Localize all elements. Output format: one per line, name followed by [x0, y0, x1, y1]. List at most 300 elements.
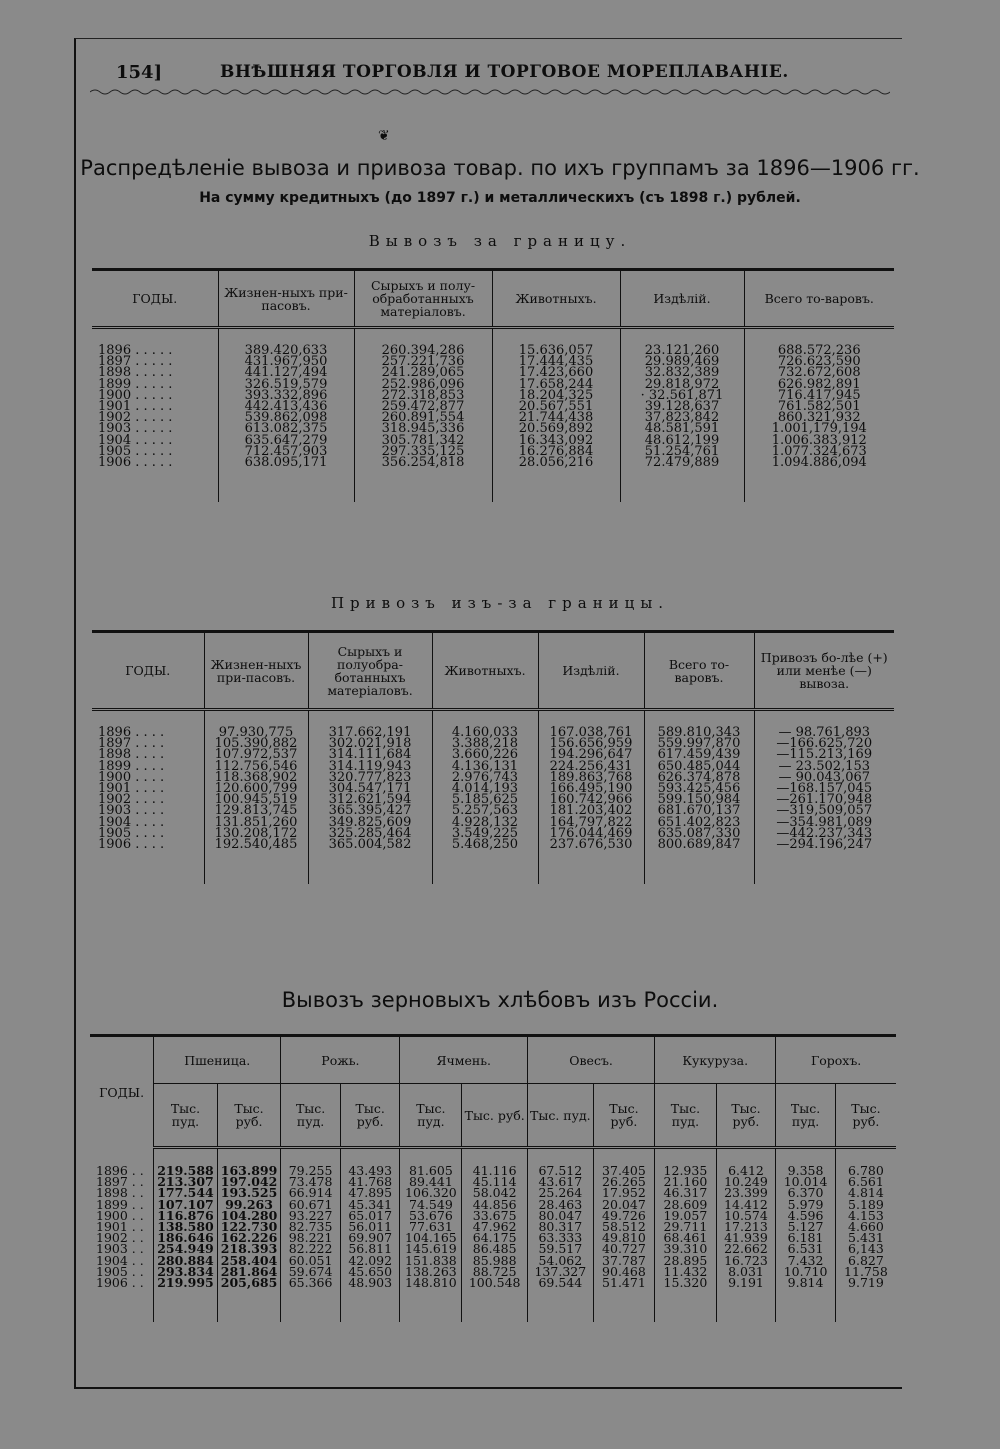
value-cell: — 98.761,893 — [778, 725, 871, 740]
value-cell: 107.972,537 — [204, 749, 308, 760]
value-cell: 54.062 — [528, 1255, 594, 1266]
value-cell: 318.945,336 — [354, 423, 492, 434]
value-cell: 312.621,594 — [308, 794, 432, 805]
year-cell: 1904 . . — [90, 1255, 154, 1266]
table-row — [90, 1277, 896, 1288]
value-cell: 5.189 — [848, 1196, 884, 1212]
value-cell: 9.814 — [776, 1277, 836, 1288]
value-cell: 44.856 — [462, 1199, 528, 1210]
value-cell: 145.619 — [400, 1243, 462, 1254]
value-cell: 68.461 — [655, 1232, 717, 1243]
value-cell: 163.899 — [217, 1165, 281, 1176]
value-cell: — 90.043,067 — [778, 769, 871, 785]
value-cell: 20.569,892 — [492, 423, 620, 434]
value-cell: 53.676 — [400, 1210, 462, 1221]
value-cell: 6.561 — [848, 1174, 884, 1190]
value-cell: 192.540,485 — [204, 839, 308, 850]
value-cell: 49.810 — [593, 1232, 655, 1243]
spacer-cell — [154, 1288, 218, 1322]
page-number: 154] — [116, 62, 163, 83]
value-cell: 365.395,427 — [308, 805, 432, 816]
value-cell: 156.656,959 — [538, 738, 644, 749]
year-cell: 1899 . . — [90, 1199, 154, 1210]
year-cell: 1906 . . . . — [92, 839, 204, 850]
value-cell: 6,143 — [848, 1241, 884, 1257]
value-cell: 67.512 — [528, 1165, 594, 1176]
value-cell: 21.160 — [655, 1176, 717, 1187]
value-cell: 3.660,226 — [432, 749, 538, 760]
value-cell: 197.042 — [217, 1176, 281, 1187]
value-cell: 16.723 — [716, 1255, 776, 1266]
value-cell: 16.276,884 — [492, 446, 620, 457]
value-cell: 4.160,033 — [432, 727, 538, 738]
value-cell: 1.001,179,194 — [771, 421, 867, 437]
table-row — [92, 390, 894, 401]
unit-header: Тыс. пуд. — [528, 1084, 594, 1148]
value-cell: 63.333 — [528, 1232, 594, 1243]
value-cell: 617.459,439 — [644, 749, 754, 760]
value-cell: 10.710 — [776, 1266, 836, 1277]
value-cell: 46.317 — [655, 1187, 717, 1198]
value-cell: 137.327 — [528, 1266, 594, 1277]
value-cell: 9.719 — [848, 1275, 884, 1291]
unit-header: Тыс. руб. — [835, 1084, 896, 1148]
crop-header: Горохъ. — [776, 1036, 896, 1084]
grain-table — [90, 1034, 896, 1322]
year-cell: 1906 . . . . . — [92, 457, 218, 468]
value-cell: 6.181 — [776, 1232, 836, 1243]
running-title: ВНѢШНЯЯ ТОРГОВЛЯ И ТОРГОВОЕ МОРЕПЛАВАНІЕ. — [220, 62, 789, 82]
spacer-cell — [354, 468, 492, 502]
value-cell: 79.255 — [281, 1165, 341, 1176]
value-cell: 59.674 — [281, 1266, 341, 1277]
value-cell: 177.544 — [154, 1187, 218, 1198]
value-cell: 88.725 — [462, 1266, 528, 1277]
value-cell: 104.280 — [217, 1210, 281, 1221]
spacer-cell — [218, 468, 354, 502]
value-cell: 15.636,057 — [492, 345, 620, 356]
value-cell: 12.935 — [655, 1165, 717, 1176]
value-cell: 1.006.383,912 — [771, 432, 867, 448]
value-cell: 10.014 — [776, 1176, 836, 1187]
value-cell: 9.191 — [716, 1277, 776, 1288]
value-cell: 106.320 — [400, 1187, 462, 1198]
value-cell: 93.227 — [281, 1210, 341, 1221]
value-cell: 442.413,436 — [218, 401, 354, 412]
value-cell: 626.374,878 — [644, 772, 754, 783]
spacer-cell — [644, 850, 754, 884]
value-cell: 122.730 — [217, 1221, 281, 1232]
value-cell: 6.412 — [716, 1165, 776, 1176]
value-cell: 356.254,818 — [354, 457, 492, 468]
value-cell: 45.650 — [340, 1266, 400, 1277]
value-cell: 58.512 — [593, 1221, 655, 1232]
value-cell: 1.094.886,094 — [771, 455, 867, 471]
value-cell: 260.891,554 — [354, 412, 492, 423]
value-cell: —294.196,247 — [776, 837, 873, 853]
value-cell: 47.895 — [340, 1187, 400, 1198]
value-cell: 45.114 — [462, 1176, 528, 1187]
value-cell: 81.605 — [400, 1165, 462, 1176]
year-cell: 1905 . . . . — [92, 828, 204, 839]
value-cell: —168.157,045 — [776, 781, 873, 797]
spacer-cell — [835, 1288, 896, 1322]
year-cell: 1900 . . . . — [92, 772, 204, 783]
value-cell: 43.493 — [340, 1165, 400, 1176]
value-cell: 213.307 — [154, 1176, 218, 1187]
crop-header: Рожь. — [281, 1036, 400, 1084]
value-cell: 85.988 — [462, 1255, 528, 1266]
year-cell: 1904 . . . . — [92, 817, 204, 828]
value-cell: 218.393 — [217, 1243, 281, 1254]
value-cell: 39.310 — [655, 1243, 717, 1254]
value-cell: 650.485,044 — [644, 761, 754, 772]
value-cell: · 32.561,871 — [620, 390, 744, 401]
value-cell: 116.876 — [154, 1210, 218, 1221]
page-title: Распредѣленіе вывоза и привоза товар. по ихъ группамъ за 1896—1906 гг. — [80, 156, 920, 180]
value-cell: 349.825,609 — [308, 817, 432, 828]
col-header: Животныхъ. — [432, 632, 538, 710]
value-cell: 860.321,932 — [777, 410, 861, 426]
value-cell: 281.864 — [217, 1266, 281, 1277]
value-cell: 304.547,171 — [308, 783, 432, 794]
value-cell: 162.226 — [217, 1232, 281, 1243]
value-cell: 4.596 — [776, 1210, 836, 1221]
value-cell: 166.495,190 — [538, 783, 644, 794]
value-cell: 58.042 — [462, 1187, 528, 1198]
value-cell: 681.670,137 — [644, 805, 754, 816]
crop-header: Кукуруза. — [655, 1036, 776, 1084]
value-cell: 3.388,218 — [432, 738, 538, 749]
year-cell: 1903 . . — [90, 1243, 154, 1254]
value-cell: 51.471 — [593, 1277, 655, 1288]
value-cell: 5.979 — [776, 1199, 836, 1210]
import-table — [92, 630, 894, 884]
page-subtitle: На сумму кредитныхъ (до 1897 г.) и металлическихъ (съ 1898 г.) рублей. — [199, 190, 801, 206]
spacer-cell — [281, 1288, 341, 1322]
spacer-cell — [340, 1288, 400, 1322]
value-cell: 260.394,286 — [354, 345, 492, 356]
year-cell: 1896 . . . . — [92, 727, 204, 738]
table-row — [92, 401, 894, 412]
year-cell: 1901 . . . . . — [92, 401, 218, 412]
value-cell: 626.982,891 — [777, 376, 861, 392]
table-row — [92, 457, 894, 468]
value-cell: —319,509,057 — [776, 803, 873, 819]
value-cell: —166.625,720 — [776, 736, 873, 752]
value-cell: 66.914 — [281, 1187, 341, 1198]
unit-header: Тыс. руб. — [217, 1084, 281, 1148]
value-cell: 4.136,131 — [432, 761, 538, 772]
unit-header: Тыс. пуд. — [776, 1084, 836, 1148]
year-cell: 1898 . . — [90, 1187, 154, 1198]
value-cell: 73.478 — [281, 1176, 341, 1187]
value-cell: 77.631 — [400, 1221, 462, 1232]
value-cell: 189.863,768 — [538, 772, 644, 783]
value-cell: 14.412 — [716, 1199, 776, 1210]
year-cell: 1899 . . . . . — [92, 379, 218, 390]
unit-header: Тыс. пуд. — [281, 1084, 341, 1148]
value-cell: 17.952 — [593, 1187, 655, 1198]
col-header: ГОДЫ. — [92, 270, 218, 328]
value-cell: 6.827 — [848, 1252, 884, 1268]
year-cell: 1900 . . . . . — [92, 390, 218, 401]
value-cell: 48.612,199 — [620, 435, 744, 446]
value-cell: 326.519,579 — [218, 379, 354, 390]
spacer-cell — [217, 1288, 281, 1322]
value-cell: 26.265 — [593, 1176, 655, 1187]
year-cell: 1901 . . — [90, 1221, 154, 1232]
value-cell: 59.517 — [528, 1243, 594, 1254]
value-cell: 65.017 — [340, 1210, 400, 1221]
value-cell: 29.711 — [655, 1221, 717, 1232]
value-cell: 320.777,823 — [308, 772, 432, 783]
value-cell: 4.660 — [848, 1219, 884, 1235]
spacer-cell — [492, 468, 620, 502]
value-cell: 17.444,435 — [492, 356, 620, 367]
value-cell: 41.768 — [340, 1176, 400, 1187]
year-cell: 1905 . . . . . — [92, 446, 218, 457]
value-cell: 74.549 — [400, 1199, 462, 1210]
unit-header: Тыс. пуд. — [655, 1084, 717, 1148]
value-cell: 42.092 — [340, 1255, 400, 1266]
value-cell: 365.004,582 — [308, 839, 432, 850]
spacer-cell — [744, 468, 894, 502]
value-cell: 23.399 — [716, 1187, 776, 1198]
crop-header: Пшеница. — [154, 1036, 281, 1084]
value-cell: 716.417,945 — [777, 387, 861, 403]
value-cell: 441.127,494 — [218, 367, 354, 378]
value-cell: 559.997,870 — [644, 738, 754, 749]
unit-header: Тыс. руб. — [593, 1084, 655, 1148]
value-cell: 259.472,877 — [354, 401, 492, 412]
col-header: Привозъ бо-лѣе (+) или менѣе (—) вывоза. — [754, 632, 894, 710]
value-cell: 89.441 — [400, 1176, 462, 1187]
value-cell: 47.962 — [462, 1221, 528, 1232]
value-cell: 205,685 — [217, 1277, 281, 1288]
value-cell: 41.116 — [462, 1165, 528, 1176]
value-cell: 105.390,882 — [204, 738, 308, 749]
year-cell: 1899 . . . . — [92, 761, 204, 772]
value-cell: 100.548 — [462, 1277, 528, 1288]
crop-header: Овесъ. — [528, 1036, 655, 1084]
spacer-cell — [204, 850, 308, 884]
value-cell: 10.249 — [716, 1176, 776, 1187]
year-cell: 1897 . . . . — [92, 738, 204, 749]
table-row — [92, 356, 894, 367]
year-cell: 1902 . . . . — [92, 794, 204, 805]
value-cell: 219.995 — [154, 1277, 218, 1288]
value-cell: 599.150,984 — [644, 794, 754, 805]
table-row — [92, 345, 894, 356]
value-cell: 635.087,330 — [644, 828, 754, 839]
year-cell: 1896 . . — [90, 1165, 154, 1176]
value-cell: 193.525 — [217, 1187, 281, 1198]
value-cell: 37.405 — [593, 1165, 655, 1176]
year-cell: 1904 . . . . . — [92, 435, 218, 446]
value-cell: 314.119,943 — [308, 761, 432, 772]
value-cell: 56.811 — [340, 1243, 400, 1254]
spacer-cell — [308, 850, 432, 884]
value-cell: 28.609 — [655, 1199, 717, 1210]
spacer-cell — [716, 1288, 776, 1322]
value-cell: 32.832,389 — [620, 367, 744, 378]
value-cell: 258.404 — [217, 1255, 281, 1266]
value-cell: 11.758 — [844, 1263, 888, 1279]
value-cell: 20.047 — [593, 1199, 655, 1210]
value-cell: 29.989,469 — [620, 356, 744, 367]
value-cell: 305.781,342 — [354, 435, 492, 446]
value-cell: 638.095,171 — [218, 457, 354, 468]
value-cell: 49.726 — [593, 1210, 655, 1221]
unit-header: Тыс. руб. — [716, 1084, 776, 1148]
value-cell: 11.432 — [655, 1266, 717, 1277]
col-header: ГОДЫ. — [92, 632, 204, 710]
value-cell: 118.368,902 — [204, 772, 308, 783]
year-cell: 1902 . . — [90, 1232, 154, 1243]
value-cell: 3.549,225 — [432, 828, 538, 839]
value-cell: 98.221 — [281, 1232, 341, 1243]
value-cell: 4.928,132 — [432, 817, 538, 828]
spacer-cell — [620, 468, 744, 502]
value-cell: 28.463 — [528, 1199, 594, 1210]
grain-heading: Вывозъ зерновыхъ хлѣбовъ изъ Россіи. — [281, 988, 719, 1012]
value-cell: 4.814 — [848, 1185, 884, 1201]
value-cell: 224.256,431 — [538, 761, 644, 772]
value-cell: 112.756,546 — [204, 761, 308, 772]
value-cell: 280.884 — [154, 1255, 218, 1266]
value-cell: 164,797,822 — [538, 817, 644, 828]
value-cell: 151.838 — [400, 1255, 462, 1266]
value-cell: 241.289,065 — [354, 367, 492, 378]
value-cell: 17.213 — [716, 1221, 776, 1232]
value-cell: 181.203,402 — [538, 805, 644, 816]
spacer-cell — [400, 1288, 462, 1322]
value-cell: 726.623,590 — [777, 354, 861, 370]
value-cell: 194.296,647 — [538, 749, 644, 760]
value-cell: 254.949 — [154, 1243, 218, 1254]
value-cell: 6.780 — [848, 1163, 884, 1178]
value-cell: 635.647,279 — [218, 435, 354, 446]
year-cell: 1903 . . . . — [92, 805, 204, 816]
year-cell: 1897 . . — [90, 1176, 154, 1187]
value-cell: 90.468 — [593, 1266, 655, 1277]
crop-header: Ячмень. — [400, 1036, 528, 1084]
value-cell: 431.967,950 — [218, 356, 354, 367]
value-cell: 4.014,193 — [432, 783, 538, 794]
value-cell: 20.567,551 — [492, 401, 620, 412]
spacer-cell — [92, 468, 218, 502]
value-cell: 28.056,216 — [492, 457, 620, 468]
value-cell: 56.011 — [340, 1221, 400, 1232]
value-cell: 593.425,456 — [644, 783, 754, 794]
value-cell: 732.672,608 — [777, 365, 861, 381]
value-cell: 43.617 — [528, 1176, 594, 1187]
unit-header: Тыс. руб. — [462, 1084, 528, 1148]
value-cell: 297.335,125 — [354, 446, 492, 457]
value-cell: 51.254,761 — [620, 446, 744, 457]
value-cell: 97.930,775 — [204, 727, 308, 738]
col-header: Издѣлій. — [620, 270, 744, 328]
value-cell: —442.237,343 — [776, 825, 873, 841]
value-cell: 29.818,972 — [620, 379, 744, 390]
value-cell: 6.370 — [776, 1187, 836, 1198]
value-cell: 18.204,325 — [492, 390, 620, 401]
spacer-cell — [90, 1288, 154, 1322]
value-cell: 41.939 — [716, 1232, 776, 1243]
value-cell: 80.317 — [528, 1221, 594, 1232]
value-cell: 5.431 — [848, 1230, 884, 1246]
value-cell: 272.318,853 — [354, 390, 492, 401]
value-cell: 160.742,966 — [538, 794, 644, 805]
value-cell: 48.581,591 — [620, 423, 744, 434]
spacer-cell — [655, 1288, 717, 1322]
value-cell: 317.662,191 — [308, 727, 432, 738]
col-header: Животныхъ. — [492, 270, 620, 328]
unit-header: Тыс. руб. — [340, 1084, 400, 1148]
value-cell: 82.222 — [281, 1243, 341, 1254]
value-cell: 688.572,236 — [777, 343, 861, 358]
spacer-cell — [432, 850, 538, 884]
col-header: ГОДЫ. — [90, 1036, 154, 1148]
value-cell: 5.257,563 — [432, 805, 538, 816]
year-cell: 1902 . . . . . — [92, 412, 218, 423]
value-cell: 82.735 — [281, 1221, 341, 1232]
value-cell: 10.574 — [716, 1210, 776, 1221]
value-cell: 293.834 — [154, 1266, 218, 1277]
value-cell: 2.976,743 — [432, 772, 538, 783]
value-cell: 60.671 — [281, 1199, 341, 1210]
value-cell: 237.676,530 — [538, 839, 644, 850]
value-cell: 80.047 — [528, 1210, 594, 1221]
value-cell: 8.031 — [716, 1266, 776, 1277]
value-cell: 22.662 — [716, 1243, 776, 1254]
value-cell: 45.341 — [340, 1199, 400, 1210]
value-cell: 138.263 — [400, 1266, 462, 1277]
value-cell: 176.044,469 — [538, 828, 644, 839]
export-heading: Вывозъ за границу. — [368, 232, 632, 250]
year-cell: 1903 . . . . . — [92, 423, 218, 434]
table-row — [92, 367, 894, 378]
value-cell: 186.646 — [154, 1232, 218, 1243]
value-cell: 252.986,096 — [354, 379, 492, 390]
col-header: Жизнен-ныхъ при-пасовъ. — [218, 270, 354, 328]
value-cell: — 23.502,153 — [778, 758, 871, 774]
value-cell: 21.744,438 — [492, 412, 620, 423]
spacer-cell — [462, 1288, 528, 1322]
year-cell: 1900 . . — [90, 1210, 154, 1221]
value-cell: 28.895 — [655, 1255, 717, 1266]
col-header: Всего то-варовъ. — [744, 270, 894, 328]
value-cell: 107.107 — [154, 1199, 218, 1210]
ornament-icon: ❦ — [378, 128, 390, 144]
value-cell: 17.658,244 — [492, 379, 620, 390]
value-cell: 539.862,098 — [218, 412, 354, 423]
value-cell: 302.021,918 — [308, 738, 432, 749]
value-cell: 60.051 — [281, 1255, 341, 1266]
value-cell: 15.320 — [655, 1277, 717, 1288]
value-cell: 393.332,896 — [218, 390, 354, 401]
value-cell: 39.128,637 — [620, 401, 744, 412]
value-cell: 16.343,092 — [492, 435, 620, 446]
spacer-cell — [754, 850, 894, 884]
value-cell: 167.038,761 — [538, 727, 644, 738]
value-cell: 651.402,823 — [644, 817, 754, 828]
value-cell: 5.185,625 — [432, 794, 538, 805]
value-cell: 613.082,375 — [218, 423, 354, 434]
value-cell: 48.903 — [340, 1277, 400, 1288]
value-cell: 148.810 — [400, 1277, 462, 1288]
